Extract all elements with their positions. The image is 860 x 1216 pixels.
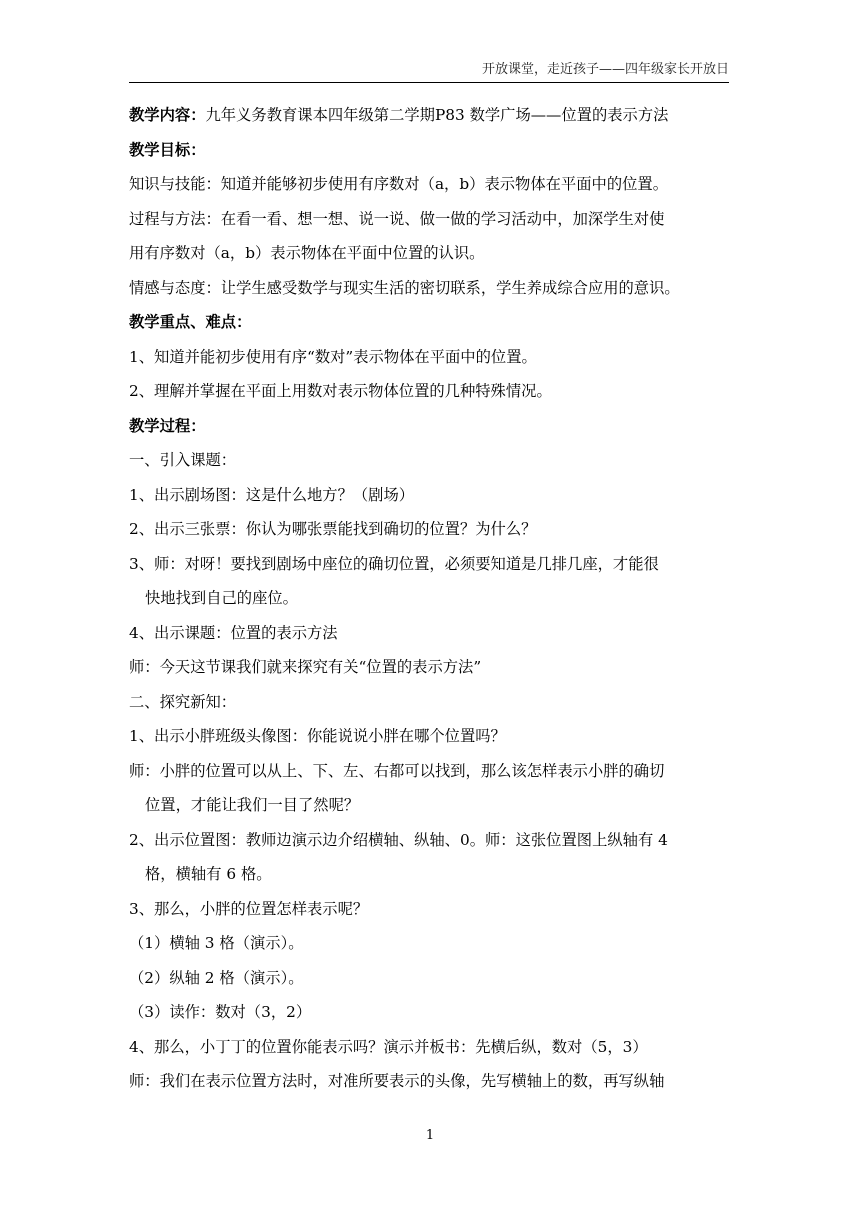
step-2-2: 2、出示位置图：教师边演示边介绍横轴、纵轴、0。师：这张位置图上纵轴有 4 [129,830,668,849]
step-2-1: 1、出示小胖班级头像图：你能说说小胖在哪个位置吗？ [129,727,506,745]
step-2-3: 3、那么，小胖的位置怎样表示呢？ [129,899,369,918]
step-2-4: 4、那么，小丁丁的位置你能表示吗？演示并板书：先横后纵，数对（5，3） [129,1037,648,1056]
goal-process-cont: 用有序数对（a，b）表示物体在平面中位置的认识。 [129,244,485,262]
teacher-explain-1-cont: 位置，才能让我们一目了然呢？ [145,796,360,814]
teacher-explain-1: 师：小胖的位置可以从上、下、左、右都可以找到，那么该怎样表示小胖的确切 [129,761,665,780]
step-1-3-cont: 快地找到自己的座位。 [145,589,298,607]
step-1-4: 4、出示课题：位置的表示方法 [129,623,338,642]
sub-step-1: （1）横轴 3 格（演示）。 [129,934,304,952]
header-divider [129,82,729,83]
teacher-intro: 师：今天这节课我们就来探究有关“位置的表示方法” [129,658,482,676]
key-point-2: 2、理解并掌握在平面上用数对表示物体位置的几种特殊情况。 [129,382,552,400]
step-1-3: 3、师：对呀！要找到剧场中座位的确切位置，必须要知道是几排几座，才能很 [129,554,659,573]
page-number: 1 [425,1128,435,1143]
step-1-2: 2、出示三张票：你认为哪张票能找到确切的位置？为什么？ [129,520,537,538]
goal-process: 过程与方法：在看一看、想一想、说一说、做一做的学习活动中，加深学生对使 [129,209,665,228]
key-points-heading: 教学重点、难点： [129,313,252,331]
sub-step-3: （3）读作：数对（3，2） [129,1003,312,1021]
teaching-content-text: 九年义务教育课本四年级第二学期P83 数学广场——位置的表示方法 [205,106,669,124]
teaching-content-label: 教学内容： [129,106,206,124]
section-1-heading: 一、引入课题： [129,451,237,469]
document-body [129,98,733,1099]
step-2-2-cont: 格，横轴有 6 格。 [145,865,272,883]
teacher-explain-2: 师：我们在表示位置方法时，对准所要表示的头像，先写横轴上的数，再写纵轴 [129,1072,665,1090]
page-header: 开放课堂，走近孩子——四年级家长开放日 [481,62,729,77]
teaching-content-line [129,98,733,133]
step-1-1: 1、出示剧场图：这是什么地方？（剧场） [129,485,415,504]
goal-attitude: 情感与态度：让学生感受数学与现实生活的密切联系，学生养成综合应用的意识。 [129,278,680,297]
key-point-1: 1、知道并能初步使用有序“数对”表示物体在平面中的位置。 [129,347,537,366]
process-heading: 教学过程： [129,416,206,435]
section-2-heading: 二、探究新知： [129,692,237,711]
sub-step-2: （2）纵轴 2 格（演示）。 [129,968,304,987]
goal-knowledge: 知识与技能：知道并能够初步使用有序数对（a，b）表示物体在平面中的位置。 [129,175,669,193]
teaching-goals-heading: 教学目标： [129,140,206,159]
